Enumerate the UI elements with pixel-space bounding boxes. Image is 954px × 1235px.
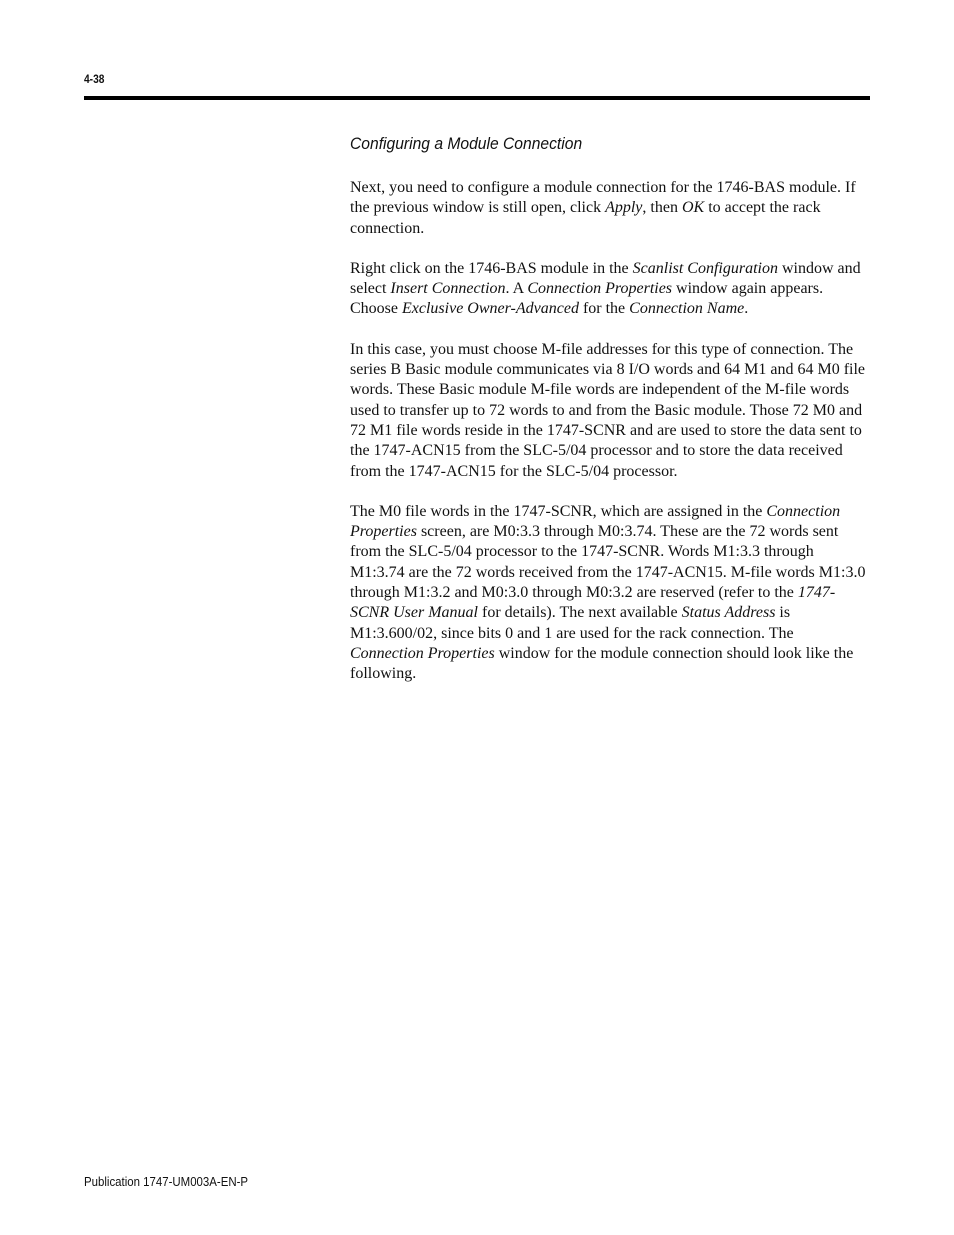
insert-connection-term: Insert Connection bbox=[390, 280, 506, 298]
scnr-user-manual-term: 1747-SCNR User Manual bbox=[350, 584, 836, 622]
paragraph-1: Next, you need to configure a module connection for the 1746-BAS module. If the previous window is still open, click Apply, then OK to accept the rack connection. bbox=[350, 179, 856, 237]
body-text bbox=[350, 178, 870, 705]
paragraph-2: Right click on the 1746-BAS module in the Scanlist Configuration window and select Insert Connection. A Connection Properties window again appears. Choose Exclusive Owner-Advanced for the Connection Name. bbox=[350, 259, 861, 318]
status-address-term: Status Address bbox=[681, 604, 776, 622]
section-heading: Configuring a Module Connection bbox=[350, 134, 583, 153]
connection-properties-term: Connection Properties bbox=[527, 280, 673, 298]
apply-term: Apply bbox=[605, 199, 643, 217]
publication-footer: Publication 1747-UM003A-EN-P bbox=[84, 1174, 249, 1189]
header-rule bbox=[84, 96, 870, 100]
exclusive-owner-advanced-term: Exclusive Owner-Advanced bbox=[402, 300, 579, 318]
connection-name-term: Connection Name bbox=[629, 300, 745, 318]
connection-properties-term: Connection Properties bbox=[350, 502, 841, 541]
scanlist-configuration-term: Scanlist Configuration bbox=[632, 259, 778, 277]
ok-term: OK bbox=[681, 199, 705, 217]
paragraph-3: In this case, you must choose M-file addresses for this type of connection. The series B Basic module communicates via 8 I/O words and 64 M1 and 64 M0 file words. These Basic module M-file words are independent of the M-file words used to transfer up to 72 words to and from the Basic module. Those 72 M0 and 72 M1 file words reside in the 1747-SCNR and are used to store the data sent to the 1747-ACN15 from the SLC-5/04 processor and to store the data received from the 1747-ACN15 for the SLC-5/04 processor. bbox=[350, 340, 866, 480]
paragraph-4: The M0 file words in the 1747-SCNR, which are assigned in the Connection Properties screen, are M0:3.3 through M0:3.74. These are the 72 words sent from the SLC-5/04 processor to the 1747-SCNR. Words M1:3.3 through M1:3.74 are the 72 words received from the 1747-ACN15. M-file words M1:3.0 through M1:3.2 and M0:3.0 through M0:3.2 are reserved (refer to the 1747-SCNR User Manual for details). The next available Status Address is M1:3.600/02, since bits 0 and 1 are used for the rack connection. The Connection Properties window for the module connection should look like the following. bbox=[350, 502, 866, 683]
connection-properties-term: Connection Properties bbox=[350, 644, 495, 662]
page-number: 4-38 bbox=[84, 72, 105, 86]
